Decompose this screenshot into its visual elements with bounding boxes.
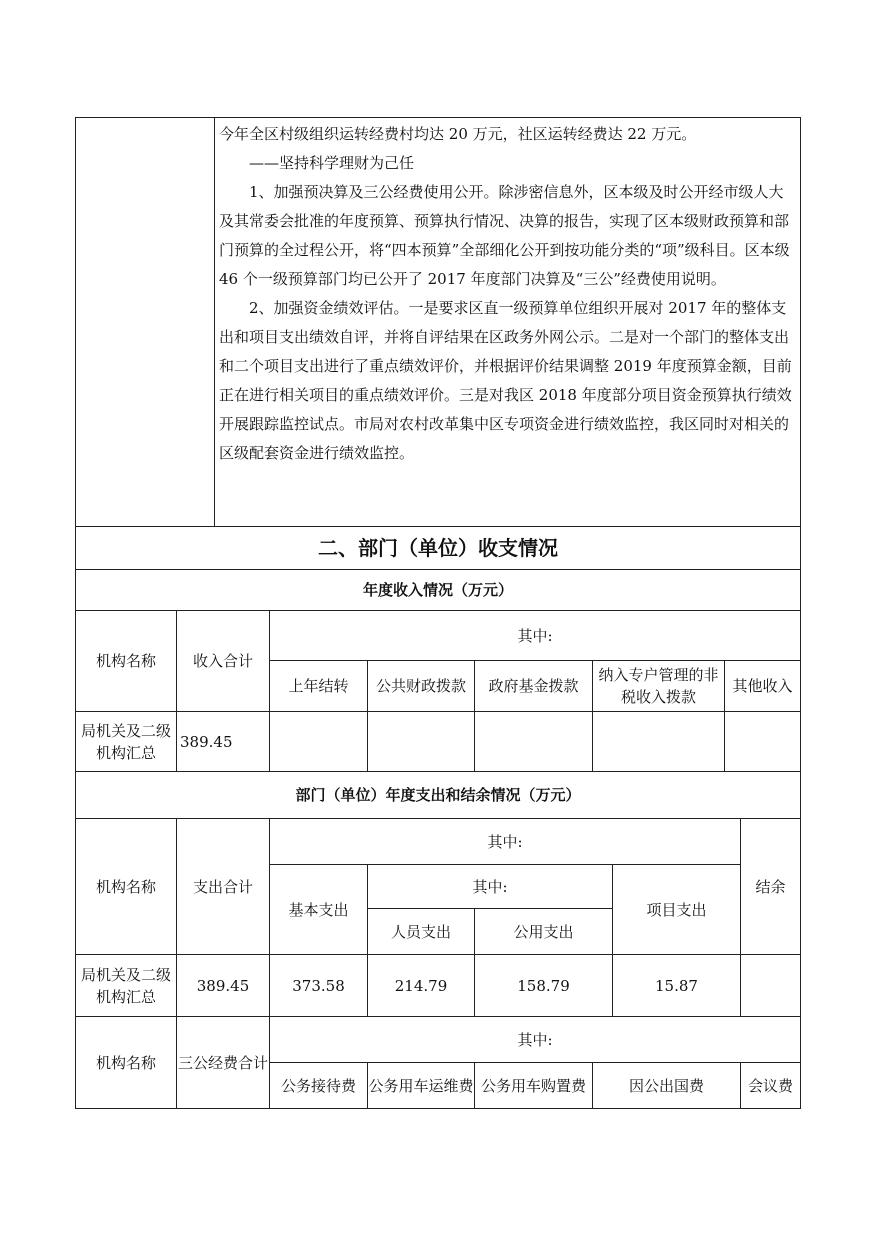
expense-row-basic: 373.58 [270,955,368,1017]
expense-title: 部门（单位）年度支出和结余情况（万元） [76,772,801,819]
three-public-col-org: 机构名称 [76,1017,177,1109]
expense-col-personnel: 人员支出 [368,909,475,955]
expense-row-personnel: 214.79 [368,955,475,1017]
expense-col-group: 其中: [270,819,741,865]
narrative-paragraph: 今年全区村级组织运转经费村均达 20 万元，社区运转经费达 22 万元。 [219,125,697,143]
income-col-carryover: 上年结转 [270,661,368,712]
three-public-col-meeting: 会议费 [741,1063,801,1109]
income-row-total: 389.45 [177,712,270,772]
three-public-col-vehicle-purchase: 公务用车购置费 [475,1063,593,1109]
three-public-col-overseas: 因公出国费 [593,1063,741,1109]
expense-col-total: 支出合计 [177,819,270,955]
three-public-col-reception: 公务接待费 [270,1063,368,1109]
expense-row-org: 局机关及二级机构汇总 [76,955,177,1017]
three-public-col-total: 三公经费合计 [177,1017,270,1109]
expense-row-balance [741,955,801,1017]
expense-col-project: 项目支出 [613,865,741,955]
income-row-other [725,712,801,772]
income-col-fiscal: 公共财政拨款 [368,661,475,712]
expense-row-public: 158.79 [475,955,613,1017]
narrative-row [76,118,801,527]
income-col-total: 收入合计 [177,611,270,712]
narrative-paragraph: ——坚持科学理财为己任 [249,154,415,172]
income-col-other: 其他收入 [725,661,801,712]
section-title: 二、部门（单位）收支情况 [76,527,801,570]
income-col-nontax: 纳入专户管理的非税收入拨款 [593,661,725,712]
narrative-left-cell [76,118,215,527]
expense-col-basic: 基本支出 [270,865,368,955]
income-row-org: 局机关及二级机构汇总 [76,712,177,772]
expense-col-public: 公用支出 [475,909,613,955]
three-public-col-vehicle-ops: 公务用车运维费 [368,1063,475,1109]
expense-row-total: 389.45 [177,955,270,1017]
income-col-group: 其中: [270,611,801,661]
income-title: 年度收入情况（万元） [76,570,801,611]
income-row-fiscal [368,712,475,772]
income-col-org: 机构名称 [76,611,177,712]
three-public-col-group: 其中: [270,1017,801,1063]
narrative-paragraph: 2、加强资金绩效评估。一是要求区直一级预算单位组织开展对 2017 年的整体支出和项目支出绩效自评，并将自评结果在区政务外网公示。二是对一个部门的整体支出和二个项目支出进行了重点绩效评价，并根据评价结果调整 2019 年度预算金额，目前正在进行相关项目的重点绩效评价。三是对我区 2018 年度部分项目资金预算执行绩效开展跟踪监控试点。市局对农村改革集中区专项资金进行绩效监控，我区同时对相关的区级配套资金进行绩效监控。 [219,299,792,462]
income-col-fund: 政府基金拨款 [475,661,593,712]
income-row-fund [475,712,593,772]
expense-data-row [76,955,801,1017]
expense-row-project: 15.87 [613,955,741,1017]
budget-table [75,117,801,1109]
narrative-paragraph: 1、加强预决算及三公经费使用公开。除涉密信息外，区本级及时公开经市级人大及其常委会批准的年度预算、预算执行情况、决算的报告，实现了区本级财政预算和部门预算的全过程公开，将“四本预算”全部细化公开到按功能分类的“项”级科目。区本级 46 个一级预算部门均已公开了 2017 年度部门决算及“三公”经费使用说明。 [219,183,790,288]
income-row-nontax [593,712,725,772]
expense-col-basic-group: 其中: [368,865,613,909]
income-row-carryover [270,712,368,772]
expense-col-org: 机构名称 [76,819,177,955]
expense-col-balance: 结余 [741,819,801,955]
document-page [75,117,800,1109]
income-data-row [76,712,801,772]
narrative-text-cell [215,118,801,527]
